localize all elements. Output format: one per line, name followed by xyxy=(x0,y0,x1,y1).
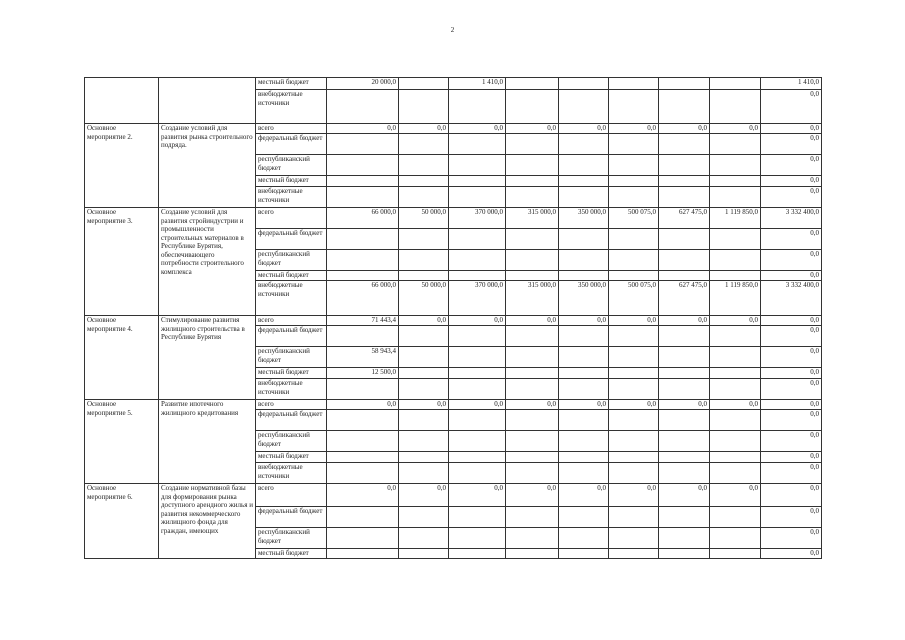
value-cell xyxy=(399,528,449,549)
value-cell xyxy=(559,134,609,155)
value-cell xyxy=(659,431,710,452)
value-cell xyxy=(609,507,659,528)
value-cell: 627 475,0 xyxy=(659,281,710,316)
value-cell xyxy=(659,549,710,559)
value-cell xyxy=(506,90,559,124)
value-cell: 0,0 xyxy=(506,400,559,410)
value-cell xyxy=(506,379,559,400)
value-cell xyxy=(449,90,506,124)
value-cell: 370 000,0 xyxy=(449,281,506,316)
value-cell xyxy=(327,507,399,528)
value-cell xyxy=(327,187,399,208)
value-cell: 0,0 xyxy=(710,124,761,134)
event-cell: Основное мероприятие 4. xyxy=(85,316,159,400)
value-cell: 370 000,0 xyxy=(449,208,506,229)
funding-source-cell: местный бюджет xyxy=(256,176,327,187)
value-cell: 0,0 xyxy=(609,316,659,326)
value-cell xyxy=(506,155,559,176)
value-cell xyxy=(506,78,559,90)
value-cell xyxy=(710,549,761,559)
value-cell xyxy=(399,368,449,379)
funding-source-cell: внебюджетные источники xyxy=(256,90,327,124)
value-cell xyxy=(609,452,659,463)
value-cell: 0,0 xyxy=(710,316,761,326)
value-cell: 0,0 xyxy=(399,124,449,134)
value-cell xyxy=(609,347,659,368)
value-cell xyxy=(327,463,399,484)
value-cell: 0,0 xyxy=(559,124,609,134)
value-cell xyxy=(609,176,659,187)
value-cell: 627 475,0 xyxy=(659,208,710,229)
value-cell xyxy=(659,176,710,187)
value-cell xyxy=(559,326,609,347)
value-cell xyxy=(399,549,449,559)
event-cell xyxy=(85,78,159,124)
value-cell xyxy=(399,90,449,124)
funding-source-cell: местный бюджет xyxy=(256,271,327,281)
value-cell: 315 000,0 xyxy=(506,281,559,316)
value-cell xyxy=(449,528,506,549)
value-cell xyxy=(449,507,506,528)
value-cell xyxy=(327,452,399,463)
total-cell: 1 410,0 xyxy=(761,78,822,90)
value-cell: 0,0 xyxy=(327,400,399,410)
value-cell xyxy=(559,431,609,452)
funding-source-cell: федеральный бюджет xyxy=(256,410,327,431)
value-cell xyxy=(609,90,659,124)
value-cell: 0,0 xyxy=(399,400,449,410)
value-cell xyxy=(327,379,399,400)
total-cell: 0,0 xyxy=(761,155,822,176)
value-cell xyxy=(506,507,559,528)
value-cell xyxy=(710,155,761,176)
value-cell xyxy=(327,134,399,155)
total-cell: 0,0 xyxy=(761,379,822,400)
value-cell xyxy=(559,155,609,176)
value-cell xyxy=(609,78,659,90)
value-cell xyxy=(559,250,609,271)
value-cell: 71 443,4 xyxy=(327,316,399,326)
value-cell xyxy=(659,271,710,281)
value-cell: 0,0 xyxy=(659,484,710,507)
value-cell xyxy=(710,271,761,281)
total-cell: 3 332 400,0 xyxy=(761,281,822,316)
description-cell: Создание нормативной базы для формирования рынка доступного арендного жилья и развития некоммерческого жилищного фонда для граждан, имеющих xyxy=(159,484,256,559)
value-cell xyxy=(710,187,761,208)
value-cell xyxy=(449,134,506,155)
value-cell xyxy=(659,229,710,250)
description-cell xyxy=(159,78,256,124)
value-cell xyxy=(609,431,659,452)
value-cell: 66 000,0 xyxy=(327,281,399,316)
value-cell xyxy=(710,134,761,155)
value-cell xyxy=(449,368,506,379)
funding-source-cell: внебюджетные источники xyxy=(256,379,327,400)
value-cell xyxy=(449,452,506,463)
value-cell xyxy=(327,155,399,176)
value-cell xyxy=(327,410,399,431)
value-cell xyxy=(399,507,449,528)
value-cell xyxy=(659,379,710,400)
value-cell xyxy=(609,379,659,400)
value-cell xyxy=(449,187,506,208)
value-cell: 0,0 xyxy=(449,484,506,507)
value-cell xyxy=(399,452,449,463)
value-cell xyxy=(506,431,559,452)
funding-source-cell: федеральный бюджет xyxy=(256,229,327,250)
value-cell xyxy=(506,410,559,431)
value-cell xyxy=(659,250,710,271)
total-cell: 0,0 xyxy=(761,549,822,559)
value-cell xyxy=(449,347,506,368)
description-cell: Создание условий для развития стройиндустрии и промышленности строительных материалов в Республике Бурятия, обеспечивающего потребности строительного комплекса xyxy=(159,208,256,316)
value-cell xyxy=(327,528,399,549)
funding-source-cell: всего xyxy=(256,484,327,507)
value-cell xyxy=(609,134,659,155)
total-cell: 0,0 xyxy=(761,187,822,208)
funding-source-cell: внебюджетные источники xyxy=(256,281,327,316)
value-cell: 0,0 xyxy=(609,124,659,134)
value-cell xyxy=(559,452,609,463)
value-cell xyxy=(449,176,506,187)
total-cell: 0,0 xyxy=(761,326,822,347)
funding-source-cell: федеральный бюджет xyxy=(256,326,327,347)
value-cell: 0,0 xyxy=(399,484,449,507)
value-cell xyxy=(659,347,710,368)
value-cell xyxy=(659,528,710,549)
funding-source-cell: республиканский бюджет xyxy=(256,347,327,368)
value-cell xyxy=(327,271,399,281)
total-cell: 0,0 xyxy=(761,134,822,155)
value-cell xyxy=(559,463,609,484)
value-cell xyxy=(449,326,506,347)
value-cell xyxy=(399,271,449,281)
value-cell xyxy=(449,549,506,559)
value-cell xyxy=(609,271,659,281)
value-cell xyxy=(710,176,761,187)
funding-source-cell: всего xyxy=(256,124,327,134)
value-cell xyxy=(710,379,761,400)
value-cell: 500 075,0 xyxy=(609,281,659,316)
value-cell xyxy=(449,463,506,484)
value-cell xyxy=(609,250,659,271)
value-cell: 0,0 xyxy=(559,316,609,326)
value-cell: 58 943,4 xyxy=(327,347,399,368)
value-cell xyxy=(559,347,609,368)
budget-table xyxy=(84,77,822,559)
value-cell xyxy=(506,528,559,549)
value-cell xyxy=(559,90,609,124)
value-cell xyxy=(559,379,609,400)
value-cell xyxy=(609,155,659,176)
page-number: 2 xyxy=(450,26,455,34)
value-cell xyxy=(399,187,449,208)
value-cell: 0,0 xyxy=(609,484,659,507)
funding-source-cell: всего xyxy=(256,316,327,326)
value-cell xyxy=(659,90,710,124)
value-cell xyxy=(506,347,559,368)
value-cell xyxy=(559,368,609,379)
table-row xyxy=(85,124,822,134)
total-cell: 3 332 400,0 xyxy=(761,208,822,229)
value-cell xyxy=(506,176,559,187)
table-row xyxy=(85,208,822,229)
value-cell: 1 119 850,0 xyxy=(710,208,761,229)
funding-source-cell: местный бюджет xyxy=(256,452,327,463)
value-cell: 66 000,0 xyxy=(327,208,399,229)
value-cell xyxy=(659,187,710,208)
value-cell xyxy=(399,347,449,368)
table-row xyxy=(85,78,822,90)
value-cell xyxy=(559,410,609,431)
value-cell xyxy=(659,155,710,176)
funding-source-cell: местный бюджет xyxy=(256,78,327,90)
value-cell xyxy=(659,410,710,431)
total-cell: 0,0 xyxy=(761,229,822,250)
value-cell xyxy=(327,431,399,452)
value-cell: 350 000,0 xyxy=(559,281,609,316)
funding-source-cell: республиканский бюджет xyxy=(256,431,327,452)
value-cell xyxy=(659,463,710,484)
value-cell xyxy=(710,507,761,528)
value-cell xyxy=(449,229,506,250)
total-cell: 0,0 xyxy=(761,90,822,124)
value-cell xyxy=(327,326,399,347)
value-cell xyxy=(609,549,659,559)
value-cell xyxy=(710,78,761,90)
total-cell: 0,0 xyxy=(761,507,822,528)
value-cell xyxy=(399,229,449,250)
value-cell xyxy=(559,229,609,250)
value-cell: 0,0 xyxy=(559,484,609,507)
value-cell xyxy=(609,187,659,208)
value-cell xyxy=(559,78,609,90)
total-cell: 0,0 xyxy=(761,250,822,271)
value-cell: 0,0 xyxy=(659,124,710,134)
value-cell: 50 000,0 xyxy=(399,208,449,229)
value-cell xyxy=(710,229,761,250)
table-row xyxy=(85,316,822,326)
value-cell: 1 410,0 xyxy=(449,78,506,90)
value-cell xyxy=(506,134,559,155)
total-cell: 0,0 xyxy=(761,124,822,134)
value-cell xyxy=(449,410,506,431)
value-cell xyxy=(327,250,399,271)
value-cell xyxy=(559,271,609,281)
value-cell: 0,0 xyxy=(506,484,559,507)
funding-source-cell: местный бюджет xyxy=(256,368,327,379)
funding-source-cell: местный бюджет xyxy=(256,549,327,559)
description-cell: Создание условий для развития рынка строительного подряда. xyxy=(159,124,256,208)
value-cell xyxy=(399,410,449,431)
value-cell: 0,0 xyxy=(659,400,710,410)
value-cell xyxy=(327,90,399,124)
value-cell xyxy=(327,229,399,250)
value-cell xyxy=(506,229,559,250)
value-cell: 0,0 xyxy=(449,316,506,326)
funding-source-cell: всего xyxy=(256,400,327,410)
value-cell: 0,0 xyxy=(506,124,559,134)
value-cell xyxy=(609,410,659,431)
value-cell xyxy=(659,78,710,90)
event-cell: Основное мероприятие 6. xyxy=(85,484,159,559)
value-cell xyxy=(710,463,761,484)
value-cell xyxy=(659,452,710,463)
funding-source-cell: всего xyxy=(256,208,327,229)
value-cell xyxy=(710,431,761,452)
value-cell xyxy=(449,271,506,281)
value-cell xyxy=(659,507,710,528)
value-cell xyxy=(609,368,659,379)
value-cell: 1 119 850,0 xyxy=(710,281,761,316)
value-cell: 0,0 xyxy=(609,400,659,410)
value-cell xyxy=(506,250,559,271)
value-cell: 50 000,0 xyxy=(399,281,449,316)
value-cell xyxy=(609,326,659,347)
total-cell: 0,0 xyxy=(761,484,822,507)
value-cell xyxy=(710,410,761,431)
value-cell xyxy=(506,326,559,347)
value-cell: 350 000,0 xyxy=(559,208,609,229)
value-cell: 0,0 xyxy=(710,484,761,507)
value-cell xyxy=(559,176,609,187)
value-cell xyxy=(399,134,449,155)
value-cell: 20 000,0 xyxy=(327,78,399,90)
value-cell: 0,0 xyxy=(506,316,559,326)
description-cell: Развитие ипотечного жилищного кредитования xyxy=(159,400,256,484)
value-cell xyxy=(609,229,659,250)
table-row xyxy=(85,400,822,410)
value-cell xyxy=(506,549,559,559)
value-cell xyxy=(659,326,710,347)
value-cell xyxy=(710,326,761,347)
value-cell: 315 000,0 xyxy=(506,208,559,229)
value-cell: 0,0 xyxy=(710,400,761,410)
value-cell xyxy=(609,463,659,484)
value-cell xyxy=(399,379,449,400)
value-cell xyxy=(659,368,710,379)
event-cell: Основное мероприятие 3. xyxy=(85,208,159,316)
funding-source-cell: республиканский бюджет xyxy=(256,155,327,176)
total-cell: 0,0 xyxy=(761,463,822,484)
value-cell xyxy=(609,528,659,549)
funding-source-cell: республиканский бюджет xyxy=(256,250,327,271)
value-cell xyxy=(506,271,559,281)
value-cell xyxy=(399,431,449,452)
description-cell: Стимулирование развития жилищного строительства в Республике Бурятия xyxy=(159,316,256,400)
value-cell: 0,0 xyxy=(327,124,399,134)
value-cell: 0,0 xyxy=(449,400,506,410)
total-cell: 0,0 xyxy=(761,431,822,452)
table-row xyxy=(85,484,822,507)
value-cell xyxy=(327,176,399,187)
value-cell xyxy=(399,176,449,187)
value-cell xyxy=(449,155,506,176)
value-cell: 500 075,0 xyxy=(609,208,659,229)
value-cell xyxy=(327,549,399,559)
value-cell: 0,0 xyxy=(559,400,609,410)
value-cell: 0,0 xyxy=(659,316,710,326)
value-cell: 12 500,0 xyxy=(327,368,399,379)
total-cell: 0,0 xyxy=(761,271,822,281)
value-cell xyxy=(710,250,761,271)
funding-source-cell: федеральный бюджет xyxy=(256,134,327,155)
value-cell xyxy=(449,250,506,271)
value-cell: 0,0 xyxy=(327,484,399,507)
value-cell xyxy=(710,368,761,379)
event-cell: Основное мероприятие 5. xyxy=(85,400,159,484)
value-cell xyxy=(399,155,449,176)
value-cell xyxy=(710,347,761,368)
value-cell xyxy=(399,78,449,90)
value-cell: 0,0 xyxy=(449,124,506,134)
total-cell: 0,0 xyxy=(761,528,822,549)
value-cell xyxy=(559,528,609,549)
total-cell: 0,0 xyxy=(761,410,822,431)
total-cell: 0,0 xyxy=(761,316,822,326)
event-cell: Основное мероприятие 2. xyxy=(85,124,159,208)
value-cell xyxy=(710,452,761,463)
funding-source-cell: федеральный бюджет xyxy=(256,507,327,528)
value-cell xyxy=(559,507,609,528)
total-cell: 0,0 xyxy=(761,400,822,410)
value-cell xyxy=(506,463,559,484)
value-cell xyxy=(506,368,559,379)
value-cell xyxy=(659,134,710,155)
value-cell xyxy=(710,90,761,124)
value-cell xyxy=(559,187,609,208)
value-cell xyxy=(710,528,761,549)
value-cell xyxy=(399,463,449,484)
value-cell xyxy=(506,187,559,208)
value-cell xyxy=(559,549,609,559)
total-cell: 0,0 xyxy=(761,347,822,368)
value-cell xyxy=(449,431,506,452)
value-cell xyxy=(449,379,506,400)
funding-source-cell: внебюджетные источники xyxy=(256,463,327,484)
total-cell: 0,0 xyxy=(761,176,822,187)
value-cell xyxy=(506,452,559,463)
funding-source-cell: республиканский бюджет xyxy=(256,528,327,549)
total-cell: 0,0 xyxy=(761,368,822,379)
value-cell xyxy=(399,250,449,271)
value-cell xyxy=(399,326,449,347)
total-cell: 0,0 xyxy=(761,452,822,463)
value-cell: 0,0 xyxy=(399,316,449,326)
funding-source-cell: внебюджетные источники xyxy=(256,187,327,208)
